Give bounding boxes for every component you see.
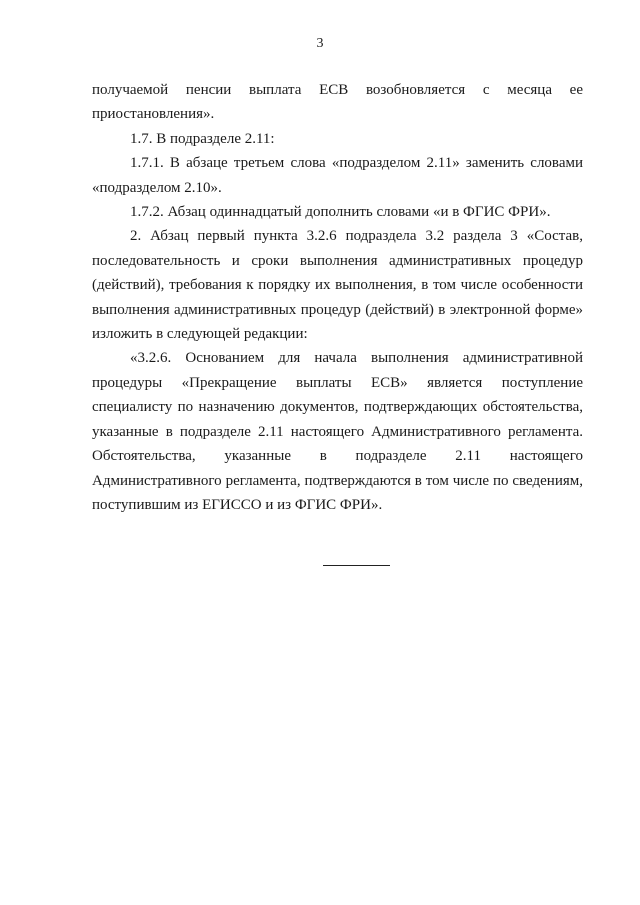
end-of-text-rule (323, 565, 390, 566)
page-number: 3 (316, 36, 324, 51)
paragraph-2: 2. Абзац первый пункта 3.2.6 подраздела 3.2 раздела 3 «Состав, последовательность и сроки выполнения административных процедур (действий), требования к порядку их выполнения, в том числе особенности выполнения административных процедур (действий) в электронной форме» изложить в следующей редакции: (92, 228, 583, 343)
paragraph-3-2-6-quote: «3.2.6. Основанием для начала выполнения административной процедуры «Прекращение выплаты ЕСВ» является поступление специалисту по назначению документов, подтверждающих обстоятельства, указанные в подразделе 2.11 настоящего Административного регламента. Обстоятельства, указанные в подразделе 2.11 настоящего Административного регламента, подтверждаются в том числе по сведениям, поступившим из ЕГИССО и из ФГИС ФРИ». (92, 350, 583, 513)
paragraph-1-7-2: 1.7.2. Абзац одиннадцатый дополнить словами «и в ФГИС ФРИ». (130, 204, 551, 221)
paragraph-1-7-1: 1.7.1. В абзаце третьем слова «подразделом 2.11» заменить словами «подразделом 2.10». (92, 155, 583, 196)
document-body (92, 78, 583, 517)
paragraph-1-7: 1.7. В подразделе 2.11: (130, 130, 275, 147)
paragraph-continuation: получаемой пенсии выплата ЕСВ возобновляется с месяца ее приостановления». (92, 82, 583, 123)
